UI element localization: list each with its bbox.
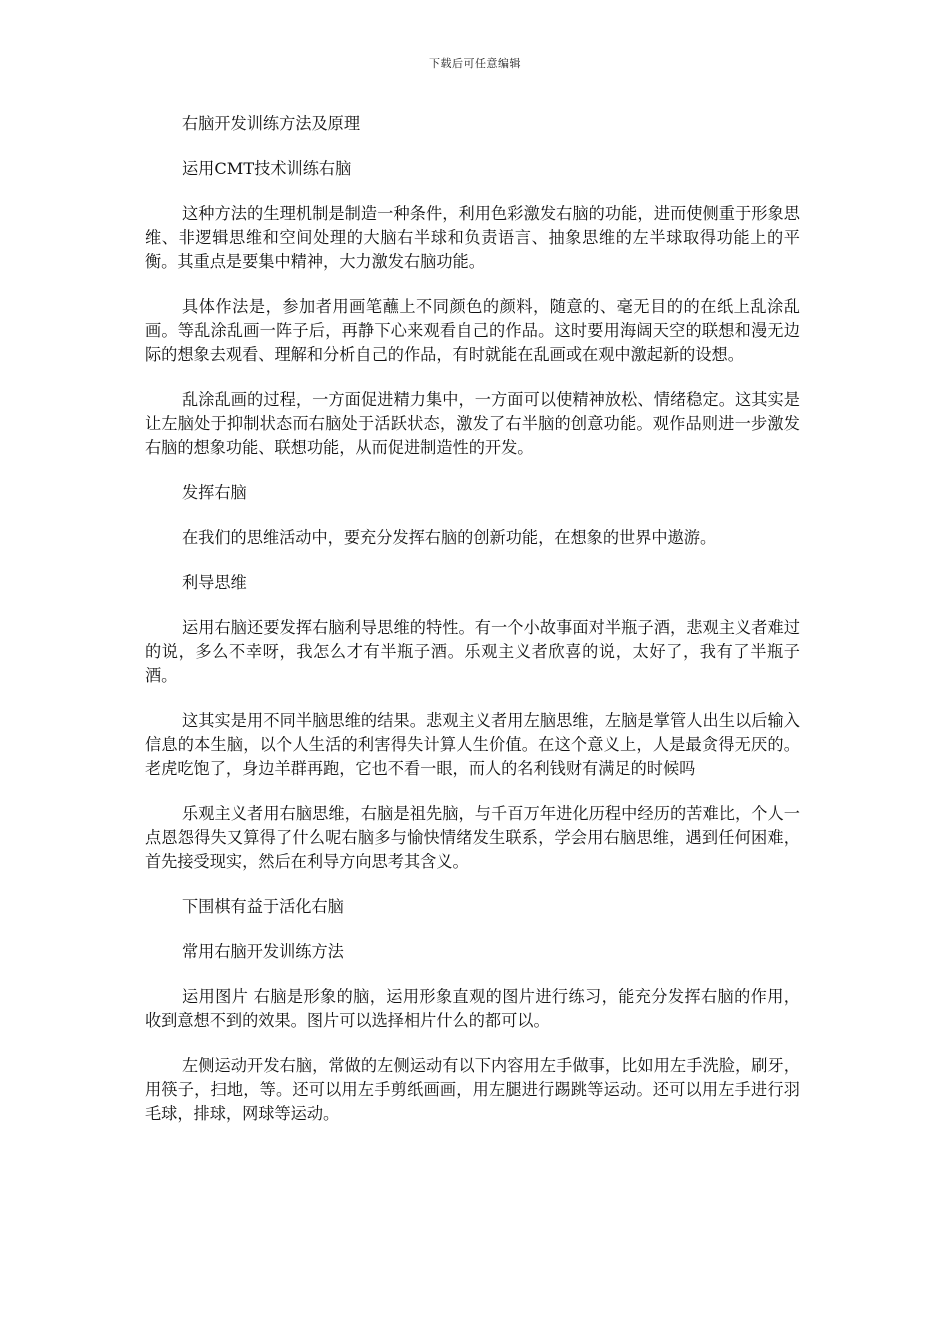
paragraph: 左侧运动开发右脑，常做的左侧运动有以下内容用左手做事，比如用左手洗脸，刷牙，用筷子，扫地，等。还可以用左手剪纸画画，用左腿进行踢跳等运动。还可以用左手进行羽毛球，排球，网球等运动。 — [145, 1056, 800, 1123]
paragraph: 运用右脑还要发挥右脑利导思维的特性。有一个小故事面对半瓶子酒，悲观主义者难过的说，多么不幸呀，我怎么才有半瓶子酒。乐观主义者欣喜的说，太好了，我有了半瓶子酒。 — [145, 618, 800, 685]
paragraph: 具体作法是，参加者用画笔蘸上不同颜色的颜料，随意的、毫无目的的在纸上乱涂乱画。等乱涂乱画一阵子后，再静下心来观看自己的作品。这时要用海阔天空的联想和漫无边际的想象去观看、理解和分析自己的作品，有时就能在乱画或在观中激起新的设想。 — [145, 297, 800, 364]
section-heading-methods: 常用右脑开发训练方法 — [182, 942, 344, 961]
paragraph: 这其实是用不同半脑思维的结果。悲观主义者用左脑思维，左脑是掌管人出生以后输入信息的本生脑，以个人生活的利害得失计算人生价值。在这个意义上，人是最贪得无厌的。老虎吃饱了，身边羊群再跑，它也不看一眼，而人的名利钱财有满足的时候吗 — [145, 711, 800, 778]
paragraph: 乐观主义者用右脑思维，右脑是祖先脑，与千百万年进化历程中经历的苦难比，个人一点恩怨得失又算得了什么呢右脑多与愉快情绪发生联系，学会用右脑思维，遇到任何困难，首先接受现实，然后在利导方向思考其含义。 — [145, 804, 800, 871]
paragraph: 乱涂乱画的过程，一方面促进精力集中，一方面可以使精神放松、情绪稳定。这其实是让左脑处于抑制状态而右脑处于活跃状态，激发了右半脑的创意功能。观作品则进一步激发右脑的想象功能、联想功能，从而促进制造性的开发。 — [145, 390, 800, 457]
section-heading-right-brain: 发挥右脑 — [182, 483, 247, 502]
paragraph: 这种方法的生理机制是制造一种条件，利用色彩激发右脑的功能，进而使侧重于形象思维、非逻辑思维和空间处理的大脑右半球和负责语言、抽象思维的左半球取得功能上的平衡。其重点是要集中精神，大力激发右脑功能。 — [145, 204, 800, 271]
paragraph: 运用图片 右脑是形象的脑，运用形象直观的图片进行练习，能充分发挥右脑的作用，收到意想不到的效果。图片可以选择相片什么的都可以。 — [145, 987, 800, 1030]
section-heading-cmt: 运用CMT技术训练右脑 — [182, 159, 352, 178]
document-body — [145, 112, 800, 1147]
doc-title: 右脑开发训练方法及原理 — [182, 114, 361, 133]
paragraph: 在我们的思维活动中，要充分发挥右脑的创新功能，在想象的世界中遨游。 — [182, 528, 717, 547]
page-header-note: 下载后可任意编辑 — [429, 57, 521, 70]
section-heading-thinking: 利导思维 — [182, 573, 247, 592]
section-heading-go: 下围棋有益于活化右脑 — [182, 897, 344, 916]
